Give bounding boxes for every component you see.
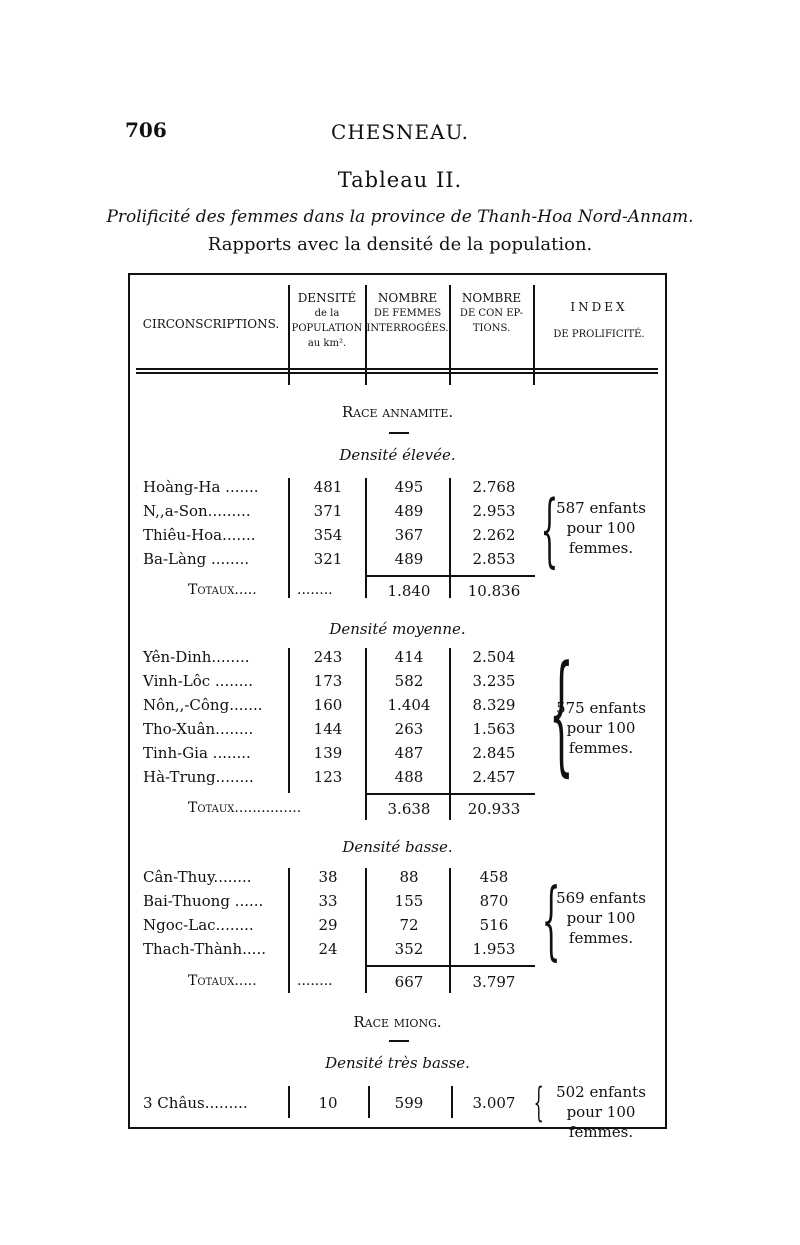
row-conceptions: 2.262	[472, 526, 516, 544]
group-heading-moyenne: Densité moyenne.	[329, 620, 466, 638]
row-conceptions: 2.457	[472, 768, 516, 786]
row-densite: 371	[313, 502, 343, 520]
total-femmes: 3.638	[387, 800, 431, 818]
header-nombre-femmes: NOMBRE DE FEMMES INTERROGÉES.	[366, 291, 449, 334]
row-femmes: 1.404	[387, 696, 431, 714]
row-conceptions: 2.845	[472, 744, 516, 762]
index-value: 587 enfants pour 100 femmes.	[556, 499, 646, 557]
row-femmes: 352	[394, 940, 424, 958]
row-femmes: 263	[394, 720, 424, 738]
total-dots: ........	[297, 582, 333, 598]
row-name: Ba-Làng ........	[143, 550, 250, 568]
row-densite: 139	[313, 744, 343, 762]
total-femmes: 1.840	[387, 582, 431, 600]
row-femmes: 487	[394, 744, 424, 762]
table-row	[0, 550, 800, 574]
table-row	[0, 526, 800, 550]
brace-icon: {	[540, 483, 559, 576]
row-name: Bai-Thuong ......	[143, 892, 264, 910]
header-nombre-conceptions: NOMBRE DE CON EP- TIONS.	[459, 291, 524, 334]
table-row	[0, 648, 800, 672]
row-name: Nôn,,-Công.......	[143, 696, 263, 714]
index-value: 502 enfants pour 100 femmes.	[556, 1083, 646, 1141]
index-value: 575 enfants pour 100 femmes.	[556, 699, 646, 757]
table-row	[0, 868, 800, 892]
row-conceptions: 2.953	[472, 502, 516, 520]
row-conceptions: 3.235	[472, 672, 516, 690]
row-conceptions: 1.953	[472, 940, 516, 958]
index-value: 569 enfants pour 100 femmes.	[556, 889, 646, 947]
row-densite: 243	[313, 648, 343, 666]
row-densite: 24	[318, 940, 338, 958]
table-row	[0, 478, 800, 502]
brace-icon: {	[548, 637, 574, 789]
row-conceptions: 3.007	[472, 1094, 516, 1112]
row-conceptions: 8.329	[472, 696, 516, 714]
row-densite: 354	[313, 526, 343, 544]
row-densite: 144	[313, 720, 343, 738]
row-conceptions: 458	[479, 868, 509, 886]
brace-icon: {	[533, 1080, 544, 1126]
table-row	[0, 768, 800, 792]
row-densite: 481	[313, 478, 343, 496]
row-densite: 160	[313, 696, 343, 714]
row-conceptions: 2.853	[472, 550, 516, 568]
table-row	[0, 916, 800, 940]
row-name: Hà-Trung........	[143, 768, 254, 786]
header-circonscriptions: CIRCONSCRIPTIONS.	[142, 317, 280, 331]
row-femmes: 88	[399, 868, 419, 886]
row-femmes: 582	[394, 672, 424, 690]
row-densite: 123	[313, 768, 343, 786]
row-femmes: 488	[394, 768, 424, 786]
table-row	[0, 720, 800, 744]
row-name: Ngoc-Lac........	[143, 916, 254, 934]
row-femmes: 367	[394, 526, 424, 544]
table-row	[0, 892, 800, 916]
header-densite: DENSITÉ de la POPULATION au km².	[291, 291, 363, 349]
table-subcaption: Rapports avec la densité de la population.	[207, 234, 593, 255]
total-label: Totaux.....	[188, 973, 257, 989]
running-head: CHESNEAU.	[331, 120, 469, 144]
total-conceptions: 3.797	[472, 973, 516, 991]
row-femmes: 414	[394, 648, 424, 666]
total-label: Totaux...............	[188, 800, 302, 816]
table-row	[0, 1094, 800, 1118]
row-densite: 10	[318, 1094, 338, 1112]
row-name: Vinh-Lôc ........	[143, 672, 254, 690]
row-femmes: 599	[394, 1094, 424, 1112]
row-name: Thiêu-Hoa.......	[143, 526, 256, 544]
row-densite: 173	[313, 672, 343, 690]
table-row	[0, 744, 800, 768]
group-heading-elevee: Densité élevée.	[339, 446, 456, 464]
table-row	[0, 502, 800, 526]
table-row	[0, 940, 800, 964]
section-dash	[389, 1040, 409, 1042]
row-densite: 33	[318, 892, 338, 910]
row-femmes: 489	[394, 550, 424, 568]
row-conceptions: 2.504	[472, 648, 516, 666]
row-femmes: 155	[394, 892, 424, 910]
total-femmes: 667	[394, 973, 424, 991]
row-name: 3 Châus.........	[143, 1094, 248, 1112]
total-label: Totaux.....	[188, 582, 257, 598]
row-conceptions: 2.768	[472, 478, 516, 496]
table-caption: Prolificité des femmes dans la province de Thanh-Hoa Nord-Annam.	[106, 207, 694, 227]
row-name: Tho-Xuân........	[143, 720, 254, 738]
total-conceptions: 20.933	[467, 800, 521, 818]
page-number: 706	[125, 118, 167, 142]
group-heading-basse: Densité basse.	[342, 838, 453, 856]
row-conceptions: 516	[479, 916, 509, 934]
total-dots: ........	[297, 973, 333, 989]
row-densite: 29	[318, 916, 338, 934]
brace-icon: {	[541, 871, 561, 970]
section-dash	[389, 432, 409, 434]
row-femmes: 72	[399, 916, 419, 934]
row-densite: 38	[318, 868, 338, 886]
row-femmes: 489	[394, 502, 424, 520]
total-conceptions: 10.836	[467, 582, 521, 600]
row-name: Cân-Thuy........	[143, 868, 252, 886]
group-heading-tres-basse: Densité très basse.	[325, 1054, 470, 1072]
table-row	[0, 696, 800, 720]
row-name: Yên-Dinh........	[143, 648, 250, 666]
row-name: N,,a-Son.........	[143, 502, 251, 520]
table-row	[0, 672, 800, 696]
race-miong-heading: Race miong.	[353, 1013, 442, 1031]
header-index: INDEX DE PROLIFICITÉ.	[553, 300, 645, 340]
row-femmes: 495	[394, 478, 424, 496]
row-conceptions: 870	[479, 892, 509, 910]
row-name: Hoàng-Ha .......	[143, 478, 259, 496]
row-densite: 321	[313, 550, 343, 568]
race-annamite-heading: Race annamite.	[341, 403, 454, 421]
table-title: Tableau II.	[337, 168, 463, 192]
row-name: Thach-Thành.....	[143, 940, 266, 958]
row-conceptions: 1.563	[472, 720, 516, 738]
row-name: Tinh-Gia ........	[143, 744, 251, 762]
